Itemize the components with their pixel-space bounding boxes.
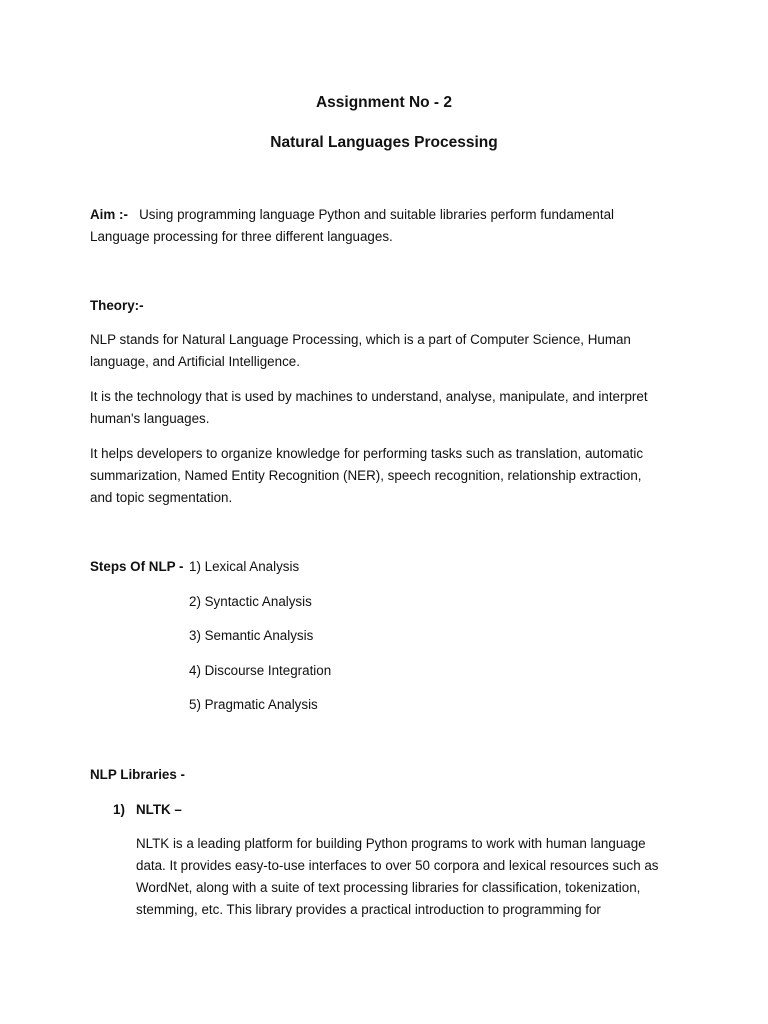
- document-subtitle: Natural Languages Processing: [270, 134, 498, 151]
- aim-label: Aim :-: [90, 207, 128, 222]
- theory-p3-line3: and topic segmentation.: [90, 490, 233, 505]
- theory-p3-line1: It helps developers to organize knowledge for performing tasks such as translation, automatic: [90, 446, 644, 461]
- steps-item-1: 1) Lexical Analysis: [189, 559, 300, 574]
- aim-text-2: Language processing for three different languages.: [90, 229, 393, 244]
- library-1-line1: NLTK is a leading platform for building Python programs to work with human language: [136, 836, 646, 851]
- theory-p2-line1: It is the technology that is used by machines to understand, analyse, manipulate, and interpret: [90, 389, 648, 404]
- library-1-line3: WordNet, along with a suite of text processing libraries for classification, tokenization,: [136, 880, 641, 895]
- aim-line-1: [90, 204, 614, 226]
- library-1-number: 1): [113, 802, 125, 817]
- library-1-line2: data. It provides easy-to-use interfaces to over 50 corpora and lexical resources such as: [136, 858, 659, 873]
- steps-item-5: 5) Pragmatic Analysis: [189, 697, 318, 712]
- theory-p1-line2: language, and Artificial Intelligence.: [90, 354, 300, 369]
- document-title: Assignment No - 2: [315, 94, 453, 111]
- steps-item-2: 2) Syntactic Analysis: [189, 594, 312, 609]
- libraries-heading: NLP Libraries -: [90, 767, 186, 782]
- aim-text-1: Using programming language Python and suitable libraries perform fundamental: [139, 207, 614, 222]
- theory-heading: Theory:-: [90, 298, 144, 313]
- library-1-line4: stemming, etc. This library provides a practical introduction to programming for: [136, 902, 601, 917]
- steps-item-4: 4) Discourse Integration: [189, 663, 332, 678]
- theory-p2-line2: human's languages.: [90, 411, 210, 426]
- steps-item-3: 3) Semantic Analysis: [189, 628, 314, 643]
- theory-p3-line2: summarization, Named Entity Recognition (NER), speech recognition, relationship extraction,: [90, 468, 642, 483]
- steps-label: Steps Of NLP -: [90, 559, 184, 574]
- theory-p1-line1: NLP stands for Natural Language Processing, which is a part of Computer Science, Human: [90, 332, 631, 347]
- library-1-name: NLTK –: [136, 802, 182, 817]
